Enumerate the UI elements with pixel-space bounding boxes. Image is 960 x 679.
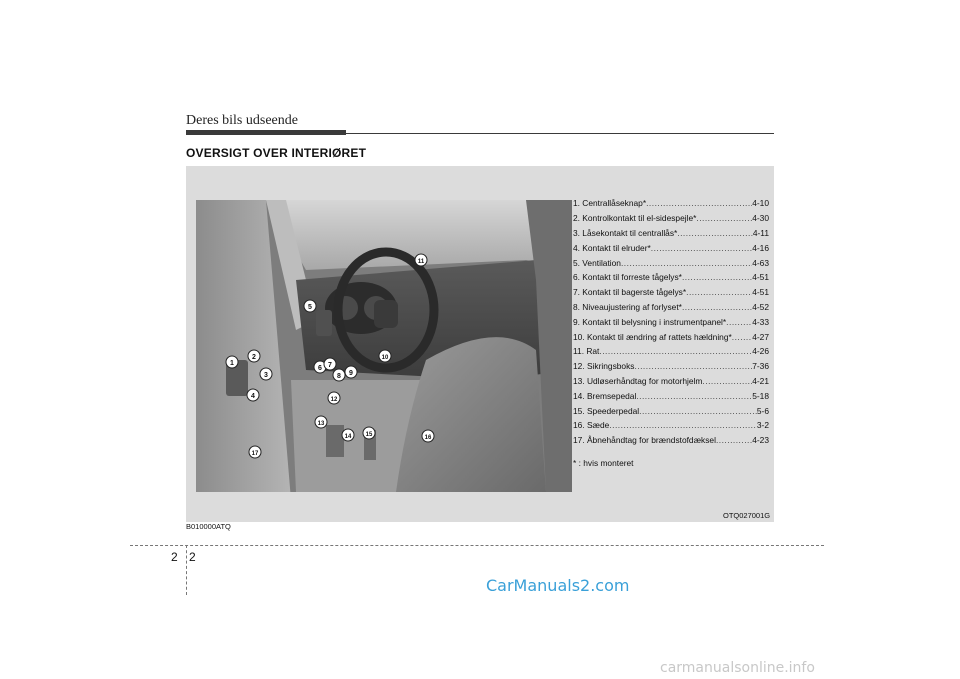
callout-label: 12 <box>330 397 338 403</box>
legend-item: 15. Speederpedal ..... 5-6 <box>573 403 769 418</box>
callout-label: 6 <box>318 365 322 372</box>
legend-item: 2. Kontrolkontakt til el-sidespejle* ..... 4-30 <box>573 211 769 226</box>
legend-item: 17. Åbnehåndtag for brændstofdæksel ..... 4-23 <box>573 433 769 448</box>
callout-label: 4 <box>251 393 255 400</box>
legend-item: 10. Kontakt til ændring af rattets hældning* ..... 4-27 <box>573 329 769 344</box>
footer-rule <box>130 545 824 546</box>
header-rule <box>346 133 774 134</box>
callout-label: 17 <box>251 451 259 457</box>
component-legend <box>573 196 769 468</box>
air-vent <box>316 310 332 336</box>
footer-divider <box>186 545 187 595</box>
callout-label: 11 <box>417 259 425 265</box>
interior-illustration <box>196 200 572 492</box>
legend-item: 14. Bremsepedal ..... 5-18 <box>573 388 769 403</box>
callout-label: 9 <box>349 370 353 377</box>
interior-photo <box>196 200 572 492</box>
legend-item: 9. Kontakt til belysning i instrumentpanel* ..... 4-33 <box>573 314 769 329</box>
section-title: Deres bils udseende <box>186 113 298 128</box>
watermark-text: carmanualsonline.info <box>660 660 815 676</box>
callout-label: 15 <box>365 432 373 438</box>
legend-note: * : hvis monteret <box>573 457 634 468</box>
reference-code: B010000ATQ <box>186 522 231 531</box>
figure-code: OTQ027001G <box>723 511 771 520</box>
callout-label: 8 <box>337 373 341 380</box>
callout-label: 16 <box>424 435 432 441</box>
watermark-link[interactable]: CarManuals2.com <box>486 576 630 595</box>
page-heading: OVERSIGT OVER INTERIØRET <box>186 146 367 160</box>
legend-item: 5. Ventilation ..... 4-63 <box>573 255 769 270</box>
brake-pedal <box>326 425 344 457</box>
legend-item: 13. Udløserhåndtag for motorhjelm ..... 4-21 <box>573 374 769 389</box>
legend-item: 12. Sikringsboks ..... 7-36 <box>573 359 769 374</box>
callout-label: 7 <box>328 362 332 369</box>
callout-label: 2 <box>252 354 256 361</box>
callout-label: 3 <box>264 372 268 379</box>
callout-label: 13 <box>317 421 325 427</box>
legend-item: 16. Sæde ..... 3-2 <box>573 418 769 433</box>
legend-item: 6. Kontakt til forreste tågelys* ..... 4-51 <box>573 270 769 285</box>
legend-item: 8. Niveaujustering af forlyset* ..... 4-52 <box>573 300 769 315</box>
page-number: 2 <box>189 550 196 564</box>
callout-label: 10 <box>381 355 389 361</box>
callout-label: 14 <box>344 434 352 440</box>
legend-item: 4. Kontakt til elruder* ..... 4-16 <box>573 240 769 255</box>
legend-item: 1. Centrallåseknap* ..... 4-10 <box>573 196 769 211</box>
legend-item: 3. Låsekontakt til centrallås* ..... 4-11 <box>573 226 769 241</box>
callout-label: 1 <box>230 360 234 367</box>
legend-item: 7. Kontakt til bagerste tågelys* ..... 4-51 <box>573 285 769 300</box>
legend-item: 11. Rat ..... 4-26 <box>573 344 769 359</box>
chapter-number: 2 <box>171 550 178 564</box>
header-bar <box>186 130 346 135</box>
callout-label: 5 <box>308 304 312 311</box>
